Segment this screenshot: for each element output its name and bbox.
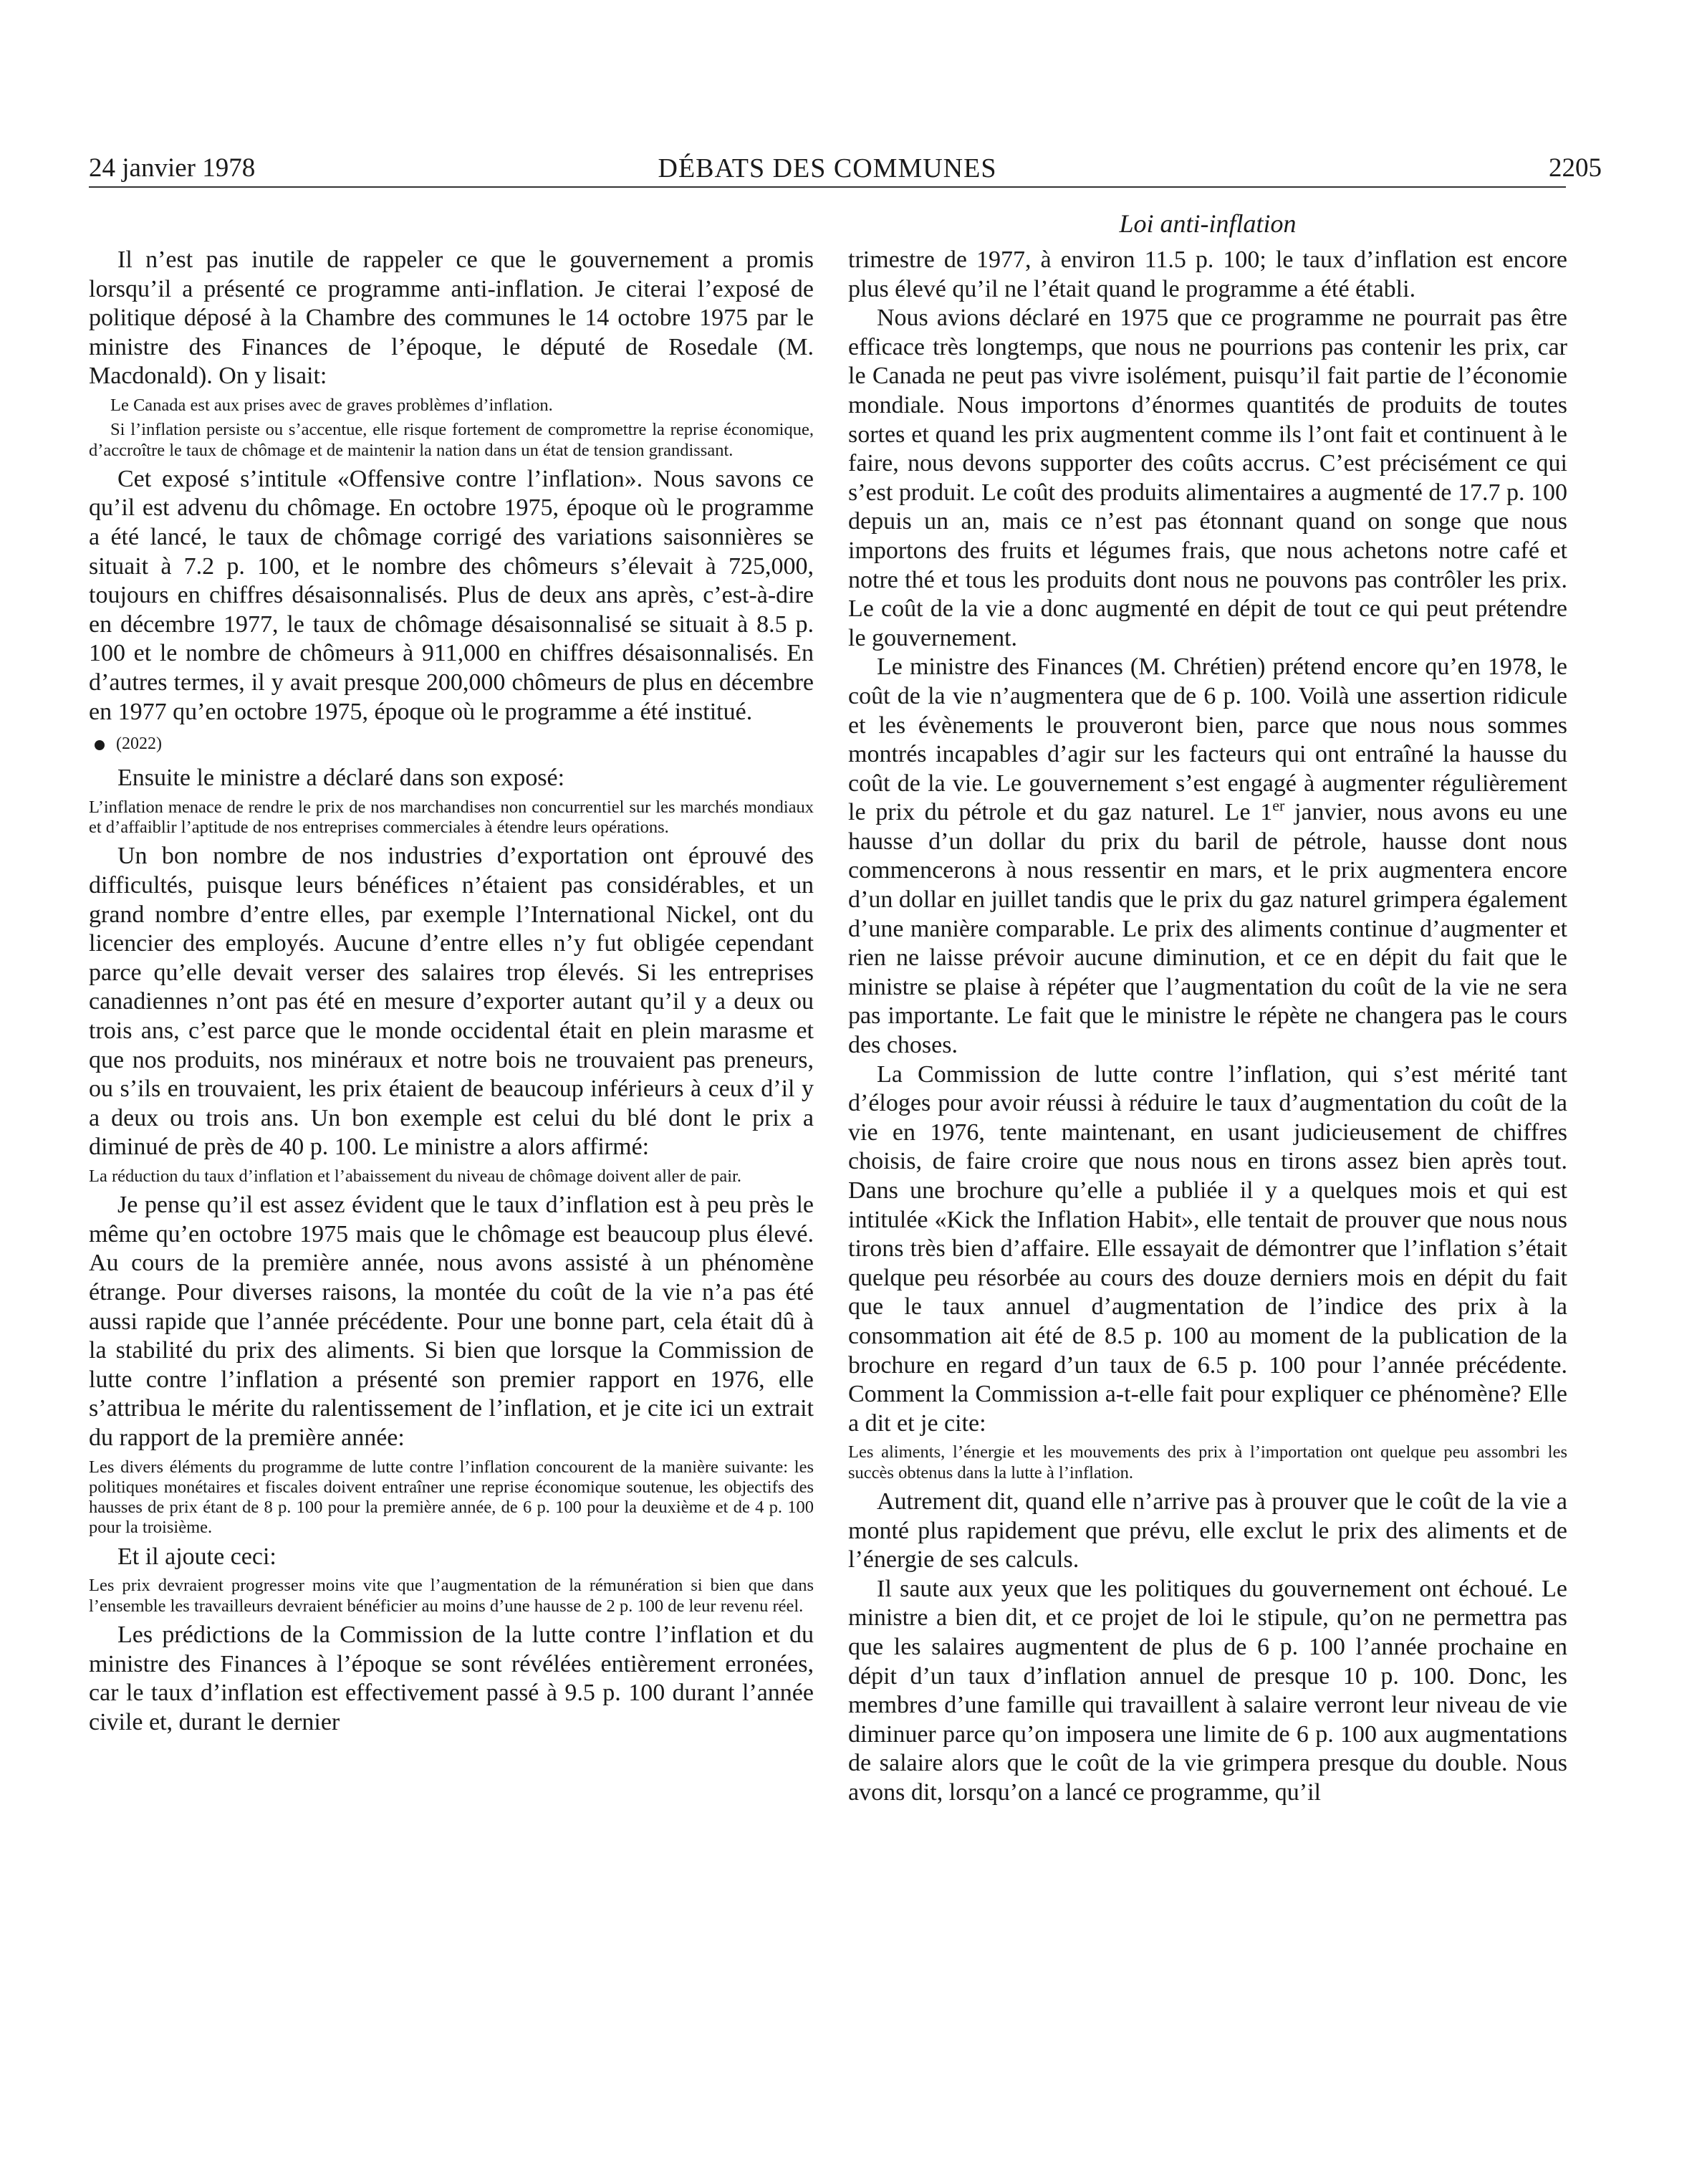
time-marker [89,728,814,760]
paragraph: Nous avions déclaré en 1975 que ce programme ne pourrait pas être efficace très longtemps, que nous ne pourrions pas contenir les prix, car le Canada ne peut pas vivre isolément, puisqu’il fait partie de l’économie mondiale. Nous importons d’énormes quantités de produits de toutes sortes et quand les prix augmentent comme ils l’ont fait et continuent à le faire, nous devons supporter des coûts accrus. C’est précisément ce qui s’est produit. Le coût des produits alimentaires a augmenté de 17.7 p. 100 depuis un an, mais ce n’est pas étonnant quand on songe que nous importons des fruits et légumes frais, que nous achetons notre café et notre thé et tous les produits dont nous ne pouvons pas contrôler les prix. Le coût de la vie a donc augmenté en dépit de tout ce qui peut prétendre le gouvernement. [848,305,1567,651]
time-marker-text: (2022) [116,734,162,754]
quote-paragraph: Le Canada est aux prises avec de graves problèmes d’inflation. [110,395,553,415]
quote-paragraph: La réduction du taux d’inflation et l’abaissement du niveau de chômage doivent aller de pair. [89,1166,741,1186]
paragraph: Ensuite le ministre a déclaré dans son exposé: [117,765,565,792]
bullet-dot-icon [95,740,105,750]
text-run: Le ministre des Finances (M. Chrétien) prétend encore qu’en 1978, le coût de la vie n’augmentera que de 6 p. 100. Voilà une assertion ridicule et les évènements le prouveront bien, parce que nous nous sommes montrés incapables d’agir sur les facteurs qui ont entraîné la hausse du coût de la vie. Le gouvernement s’est engagé à augmenter régulièrement le prix du pétrole et du gaz naturel. Le 1 [848,653,1567,826]
paragraph: Les prédictions de la Commission de la lutte contre l’inflation et du ministre des Finances à l’époque se sont révélées entièrement erronées, car le taux d’inflation est effectivement passé à 9.5 p. 100 durant l’année civile et, durant le dernier [89,1621,814,1735]
running-head: Loi anti-inflation [1119,209,1297,238]
paragraph: trimestre de 1977, à environ 11.5 p. 100; le taux d’inflation est encore plus élevé qu’il ne l’était quand le programme a été établi. [848,246,1567,302]
quote-paragraph: L’inflation menace de rendre le prix de nos marchandises non concurrentiel sur les marchés mondiaux et d’affaiblir l’aptitude de nos entreprises commerciales à étendre leurs opérations. [89,797,814,838]
paragraph [848,653,1567,1060]
paragraph: La Commission de lutte contre l’inflation, qui s’est mérité tant d’éloges pour avoir réussi à réduire le taux d’augmentation du coût de la vie en 1976, tente maintenant, en usant judicieusement de chiffres choisis, de faire croire que nous nous en tirons assez bien après tout. Dans une brochure qu’elle a publiée il y a quelques mois et qui est intitulée «Kick the Inflation Habit», elle tentait de prouver que nous nous tirons très bien d’affaire. Elle essayait de démontrer que l’inflation s’était quelque peu résorbée au cours des douze derniers mois en dépit du fait que le taux annuel d’augmentation de l’indice des prix à la consommation ait été de 8.5 p. 100 au moment de la publication de la brochure en regard d’un taux de 6.5 p. 100 pour l’année précédente. Comment la Commission a-t-elle fait pour expliquer ce phénomène? Elle a dit et je cite: [848,1060,1567,1437]
quote-paragraph: Les divers éléments du programme de lutte contre l’inflation concourent de la manière suivante: les politiques monétaires et fiscales doivent entraîner une reprise économique soutenue, les objectifs des hausses de prix étant de 8 p. 100 pour la première année, de 6 p. 100 pour la deuxième et de 4 p. 100 pour la troisième. [89,1457,814,1538]
text-run: janvier, nous avons eu une hausse d’un dollar du prix du baril de pétrole, hausse dont nous commencerons à nous ressentir en mars, et le prix augmentera encore d’un dollar en juillet tandis que le prix du gaz naturel grimpera également d’une manière comparable. Le prix des aliments continue d’augmenter et rien ne laisse prévoir aucune diminution, et ce en dépit du fait que le ministre se plaise à répéter que l’augmentation du coût de la vie ne sera pas importante. Le fait que le ministre le répète ne changera pas le cours des choses. [848,799,1567,1059]
quote-paragraph: Si l’inflation persiste ou s’accentue, elle risque fortement de compromettre la reprise économique, d’accroître le taux de chômage et de maintenir la nation dans un état de tension grandissant. [89,420,814,460]
header-rule [89,186,1566,188]
right-column [848,246,1567,1807]
paragraph: Autrement dit, quand elle n’arrive pas à prouver que le coût de la vie a monté plus rapidement que prévu, elle exclut le prix des aliments et de l’énergie de ses calculs. [848,1488,1567,1574]
header-title: DÉBATS DES COMMUNES [658,153,997,183]
paragraph: Il n’est pas inutile de rappeler ce que le gouvernement a promis lorsqu’il a présenté ce programme anti-inflation. Je citerai l’exposé de politique déposé à la Chambre des communes le 14 octobre 1975 par le ministre des Finances de l’époque, le député de Rosedale (M. Macdonald). On y lisait: [89,246,814,390]
paragraph: Un bon nombre de nos industries d’exportation ont éprouvé des difficultés, puisque leurs bénéfices n’étaient pas considérables, et un grand nombre d’entre elles, par exemple l’International Nickel, ont du licencier des employés. Aucune d’entre elles n’y fut obligée cependant parce qu’elle devait verser des salaires trop élevés. Si les entreprises canadiennes n’ont pas été en mesure d’exporter autant qu’il y a deux ou trois ans, c’est parce que le monde occidental était en plein marasme et que nos produits, nos minéraux et notre bois ne trouvaient pas preneurs, ou s’ils en trouvaient, les prix étaient de beaucoup inférieurs à ceux d’il y a deux ou trois ans. Un bon exemple est celui du blé dont le prix a diminué de près de 40 p. 100. Le ministre a alors affirmé: [89,843,814,1161]
paragraph: Il saute aux yeux que les politiques du gouvernement ont échoué. Le ministre a bien dit, et ce projet de loi le stipule, qu’on ne permettra pas que les salaires augmentent de plus de 6 p. 100 l’année prochaine en dépit d’un taux d’inflation annuel de presque 10 p. 100. Donc, les membres d’une famille qui travaillent à salaire verront leur niveau de vie diminuer parce qu’on imposera une limite de 6 p. 100 aux augmentations de salaire alors que le coût de la vie grimpera presque du double. Nous avons dit, lorsqu’on a lancé ce programme, qu’il [848,1575,1567,1806]
paragraph: Cet exposé s’intitule «Offensive contre l’inflation». Nous savons ce qu’il est advenu du chômage. En octobre 1975, époque où le programme a été lancé, le taux de chômage corrigé des variations saisonnières se situait à 7.2 p. 100, et le nombre des chômeurs s’élevait à 725,000, toujours en chiffres désaisonnalisés. Plus de deux ans après, c’est-à-dire en décembre 1977, le taux de chômage désaisonnalisé se situait à 8.5 p. 100 et le nombre de chômeurs à 911,000 en chiffres désaisonnalisés. En d’autres termes, il y avait presque 200,000 chômeurs de plus en décembre en 1977 qu’en octobre 1975, époque où le programme a été institué. [89,465,814,725]
page-number: 2205 [1549,153,1602,183]
superscript: er [1272,796,1285,815]
quote-paragraph: Les aliments, l’énergie et les mouvements des prix à l’importation ont quelque peu assombri les succès obtenus dans la lutte à l’inflation. [848,1442,1567,1483]
paragraph: Je pense qu’il est assez évident que le taux d’inflation est à peu près le même qu’en octobre 1975 mais que le chômage est beaucoup plus élevé. Au cours de la première année, nous avons assisté à un phénomène étrange. Pour diverses raisons, la montée du coût de la vie n’a pas été aussi rapide que l’année précédente. Pour une bonne part, cela était dû à la stabilité du prix des aliments. Si bien que lorsque la Commission de lutte contre l’inflation a présenté son premier rapport en 1976, elle s’attribua le mérite du ralentissement de l’inflation, et je cite ici un extrait du rapport de la première année: [89,1192,814,1451]
left-column [89,246,814,1737]
header-date: 24 janvier 1978 [89,153,256,183]
quote-paragraph: Les prix devraient progresser moins vite que l’augmentation de la rémunération si bien que dans l’ensemble les travailleurs devraient bénéficier au moins d’une hausse de 2 p. 100 de leur revenu réel. [89,1576,814,1616]
paragraph: Et il ajoute ceci: [117,1543,277,1570]
